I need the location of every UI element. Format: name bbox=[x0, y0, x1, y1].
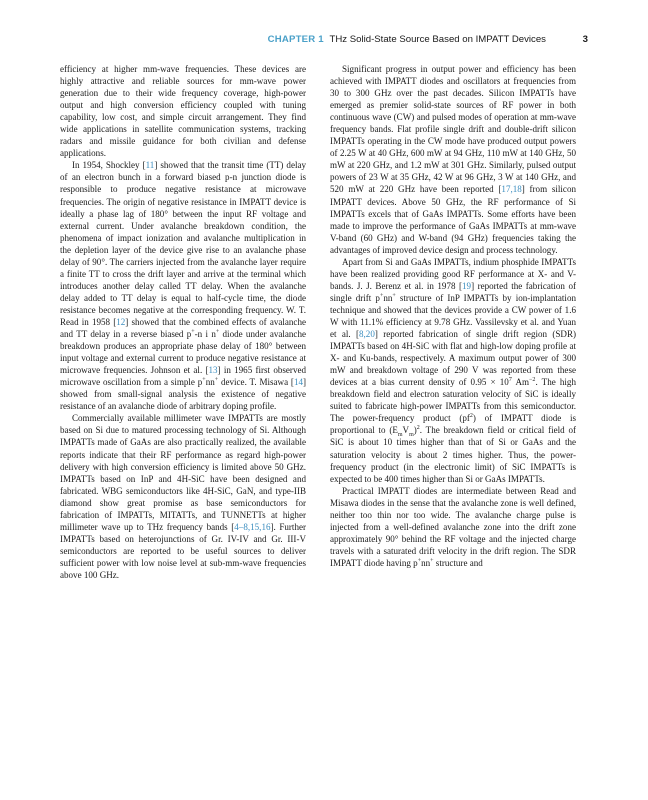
running-head bbox=[60, 33, 588, 47]
right-column bbox=[330, 63, 576, 569]
text-run: V bbox=[402, 425, 410, 436]
superscript: 2 bbox=[469, 413, 473, 420]
left-column bbox=[60, 63, 306, 581]
chapter-label: CHAPTER 1 bbox=[267, 34, 324, 45]
text-run: structure and bbox=[433, 557, 483, 568]
reference-link[interactable]: 12 bbox=[116, 316, 126, 327]
text-run: ) bbox=[413, 425, 417, 436]
text-run: ] from silicon IMPATT devices. Above 50 GHz, the RF performance of Si IMPATTs excels that of GaAs IMPATTs. Some efforts have been made to improve the performance of GaAs IMPATTs at mm-wave V-band (60 GHz) and W-band (94 GHz) frequencies taking the advantages of improved device design and process technology. bbox=[330, 184, 576, 255]
text-run: -n i n bbox=[194, 329, 216, 340]
text-run: ] showed that the combined effects of avalanche and TT delay in a reverse biased p bbox=[60, 316, 306, 340]
paragraph bbox=[330, 256, 576, 485]
chapter-title: THz Solid-State Source Based on IMPATT Devices bbox=[329, 34, 546, 45]
text-run: nn bbox=[383, 292, 393, 303]
text-run: ]. Further IMPATTs based on heterojunctions of Gr. IV-IV and Gr. III-V semiconductors are reported to be useful sources to deliver sufficient power with low noise level at sub-mm-wave frequencies above 100 GHz. bbox=[60, 521, 306, 580]
paragraph bbox=[60, 159, 306, 412]
text-run: nn bbox=[421, 557, 431, 568]
superscript: + bbox=[379, 292, 384, 299]
superscript: 2 bbox=[416, 425, 420, 432]
text-run: ] in 1965 first observed microwave oscillation from a simple p bbox=[60, 365, 307, 388]
superscript: + bbox=[191, 329, 195, 336]
reference-link[interactable]: 14 bbox=[293, 377, 303, 388]
subscript: m bbox=[409, 432, 414, 439]
reference-link[interactable]: 4–8,15,16 bbox=[234, 521, 271, 532]
paragraph bbox=[330, 63, 576, 256]
text-run: . The breakdown field or critical field of SiC is about 10 times higher than that of Si or GaAs and the saturation velocity is about 2 times higher. Thus, the power-frequency product (in the electronic limit) of SiC IMPATTs is expected to be 400 times higher than Si or GaAs IMPATTs. bbox=[330, 425, 576, 484]
superscript: + bbox=[417, 557, 422, 564]
text-run: Am bbox=[511, 377, 530, 388]
reference-link[interactable]: 17,18 bbox=[501, 184, 522, 195]
reference-link[interactable]: 13 bbox=[208, 365, 218, 376]
paragraph bbox=[60, 412, 306, 581]
text-run: nn bbox=[205, 377, 215, 388]
text-run: ) of IMPATT diode is proportional to (E bbox=[330, 413, 576, 436]
page-number: 3 bbox=[582, 34, 588, 45]
text-run: In 1954, Shockley [ bbox=[72, 160, 146, 171]
text-run: ] showed from small-signal analysis the existence of negative resistance of an avalanche diode of arbitrary doping profile. bbox=[60, 377, 306, 412]
text-run: structure of InP IMPATTs by ion-implantation technique and showed that the devices provide a CW power of 1.6 W with 11.1% efficiency at 9.78 GHz. Vassilevsky et al. and Yuan et al. [ bbox=[330, 292, 576, 340]
text-run: ] reported fabrication of single drift region (SDR) IMPATTs based on 4H-SiC with flat and high-low doping profile at X- and Ku-bands, respectively. A maximum output power of 300 mW and breakdown voltage of 290 V was reported from these devices at a bias current density of 0.95 × 10 bbox=[330, 329, 576, 388]
text-run: ] reported the fabrication of single drift p bbox=[330, 280, 576, 303]
text-run: ] showed that the transit time (TT) delay of an electron bunch in a forward biased p-n junction diode is responsible to produce negative resistance at microwave frequencies. The origin of negative resistance in IMPATT device is ideally a phase lag of 180° between the input RF voltage and external current. Under avalanche breakdown condition, the phenomena of impact ionization and avalanche multiplication in the depletion layer of the device give rise to an avalanche phase delay of 90°. The carriers injected from the avalanche layer require a finite TT to cross the drift layer and arrive at the terminal which introduces another delay called TT delay. When the avalanche delay added to TT delay is equal to half-cycle time, the diode resistance becomes negative at the corresponding frequency. W. T. Read in 1958 [ bbox=[60, 160, 307, 327]
text-run: Commercially available millimeter wave IMPATTs are mostly based on Si due to matured processing technology of Si. Although IMPATTs made of GaAs are also practically realized, the available reports indicate that their RF performance as regard high-power delivery with high conversion efficiency is limited above 50 GHz. IMPATTs based on InP and 4H-SiC have been designed and fabricated. WBG semiconductors like 4H-SiC, GaN, and type-IIB diamond show great promise as base semiconductors for fabrication of IMPATTs, MITATTs, and TUNNETTs at higher millimeter wave up to THz frequency bands [ bbox=[60, 413, 306, 532]
superscript: + bbox=[215, 329, 220, 336]
text-run: Practical IMPATT diodes are intermediate between Read and Misawa diodes in the sense that the avalanche zone is well defined, neither too thin nor too wide. The avalanche charge pulse is injected from a well-defined avalanche zone into the drift zone approximately 90° behind the RF voltage and the injected charge travels with a saturated drift velocity in the drift region. The SDR IMPATT diode having p bbox=[330, 485, 576, 568]
subscript: m bbox=[397, 432, 403, 439]
text-run: Significant progress in output power and efficiency has been achieved with IMPATT diodes and oscillators at frequencies from 30 to 300 GHz over the past decades. Silicon IMPATTs have emerged as premier solid-state sources of RF power in both continuous wave (CW) and pulsed modes of operation at mm-wave frequency bands. Flat profile single drift and double-drift silicon IMPATTs operating in the CW mode have produced output powers of 2.25 W at 40 GHz, 600 mW at 94 GHz, 110 mW at 140 GHz, 50 mW at 220 GHz, and 1.2 mW at 301 GHz. Similarly, pulsed output powers of 23 W at 35 GHz, 42 W at 96 GHz, 3 W at 140 GHz, and 520 mW at 220 GHz have been reported [ bbox=[330, 64, 576, 195]
superscript: 7 bbox=[508, 377, 512, 384]
superscript: + bbox=[214, 377, 219, 384]
superscript: −2 bbox=[529, 377, 536, 384]
superscript: + bbox=[202, 377, 206, 384]
text-run: Apart from Si and GaAs IMPATTs, indium phosphide IMPATTs have been realized providing good RF performance at X- and V-bands. J. J. Berenz et al. in 1978 [ bbox=[330, 256, 576, 291]
text-run: device. T. Misawa [ bbox=[218, 377, 294, 388]
superscript: + bbox=[392, 292, 396, 299]
superscript: + bbox=[430, 557, 434, 564]
reference-link[interactable]: 11 bbox=[145, 160, 155, 171]
reference-link[interactable]: 19 bbox=[462, 280, 472, 291]
reference-link[interactable]: 8,20 bbox=[359, 329, 375, 340]
text-run: efficiency at higher mm-wave frequencies. These devices are highly attractive and reliable sources for mm-wave power generation due to their wide frequency coverage, high-power output and high conversion efficiency coupled with tuning capability, low cost, and simple circuit arrangement. They find wide applications in satellite communication systems, tracking radars and missile guidance for both civilian and defense applications. bbox=[60, 64, 306, 159]
paragraph bbox=[60, 63, 306, 159]
text-run: . The high breakdown field and electron saturation velocity of SiC is ideally suited to fabricate high-power IMPATTs from this semiconductor. The power-frequency product (pf bbox=[330, 377, 576, 424]
text-run: diode under avalanche breakdown produces an appropriate phase delay of 180° between input voltage and external current to produce negative resistance at microwave frequencies. Johnson et al. [ bbox=[60, 329, 306, 376]
paragraph bbox=[330, 485, 576, 569]
